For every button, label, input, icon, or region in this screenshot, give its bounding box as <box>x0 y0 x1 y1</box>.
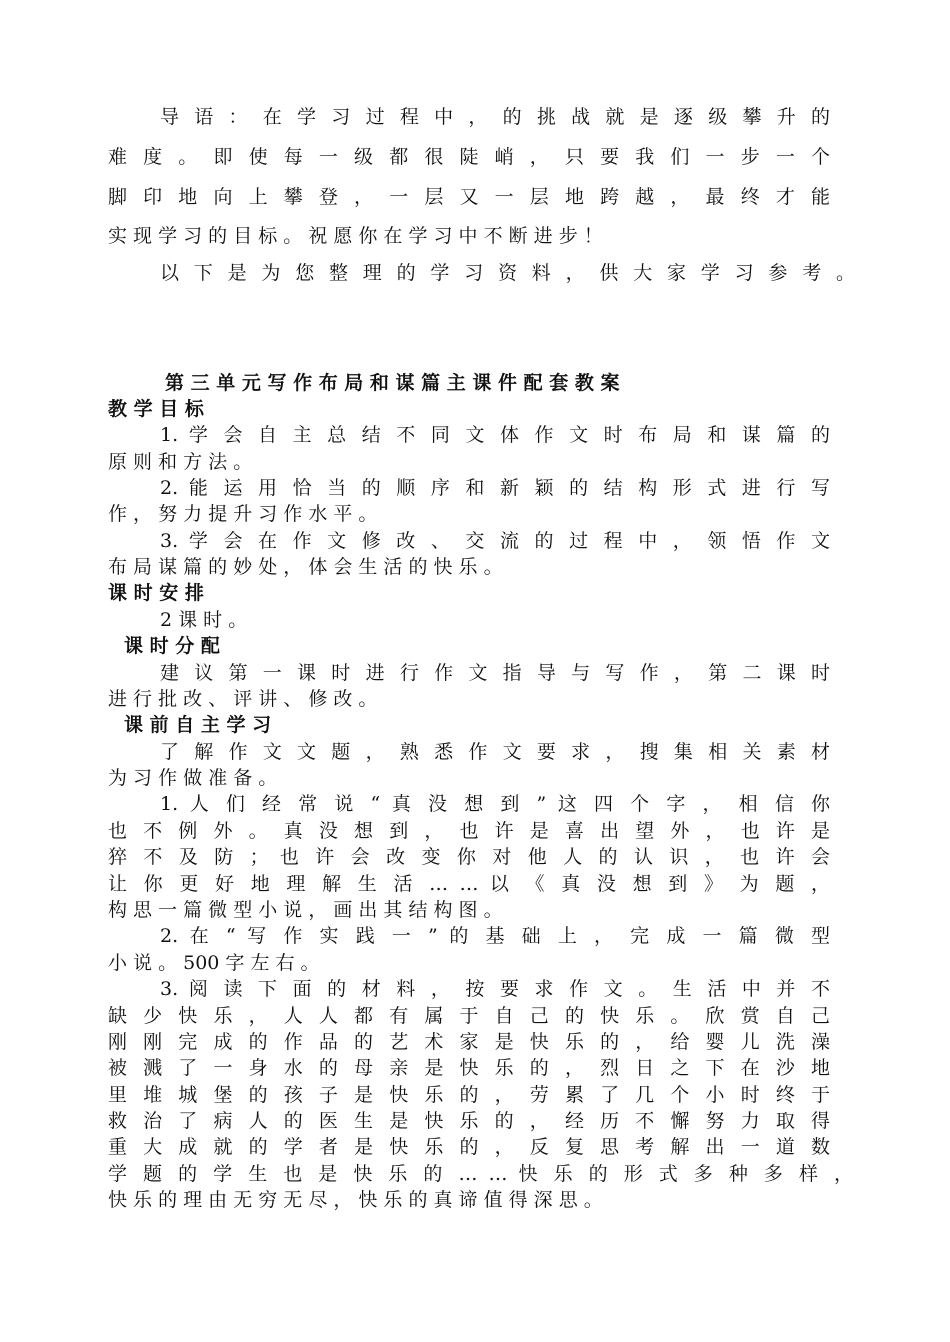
prestudy-line: 缺 少 快 乐 ， 人 人 都 有 属 于 自 己 的 快 乐 。 欣 赏 自 己 <box>108 1005 830 1027</box>
schedule-text: 2 课 时 。 <box>160 609 248 631</box>
prestudy-line: 为 习 作 做 准 备 。 <box>108 767 278 789</box>
section-heading-allocation: 课 时 分 配 <box>124 635 220 657</box>
goal-line: 作 ， 努 力 提 升 习 作 水 平 。 <box>108 503 378 525</box>
allocation-line: 进 行 批 改 、 评 讲 、 修 改 。 <box>108 688 378 710</box>
section-heading-goals: 教 学 目 标 <box>108 398 204 420</box>
goal-line: 2. 能 运 用 恰 当 的 顺 序 和 新 颖 的 结 构 形 式 进 行 写 <box>160 477 830 499</box>
prestudy-line: 学 题 的 学 生 也 是 快 乐 的 … … 快 乐 的 形 式 多 种 多 样 ， <box>108 1163 853 1185</box>
intro-line: 难 度 。 即 使 每 一 级 都 很 陡 峭 ， 只 要 我 们 一 步 一 个 <box>108 146 830 168</box>
prestudy-line: 小 说 。 500 字 左 右 。 <box>108 952 320 974</box>
prestudy-line: 1. 人 们 经 常 说 “ 真 没 想 到 ” 这 四 个 字 ， 相 信 你 <box>160 793 830 815</box>
prestudy-line: 救 治 了 病 人 的 医 生 是 快 乐 的 ， 经 历 不 懈 努 力 取 得 <box>108 1110 830 1132</box>
prestudy-line: 让 你 更 好 地 理 解 生 活 … … 以 《 真 没 想 到 》 为 题 ， <box>108 873 830 895</box>
prestudy-line: 重 大 成 就 的 学 者 是 快 乐 的 ， 反 复 思 考 解 出 一 道 数 <box>108 1136 830 1158</box>
prestudy-line: 猝 不 及 防 ； 也 许 会 改 变 你 对 他 人 的 认 识 ， 也 许 会 <box>108 846 830 868</box>
section-heading-prestudy: 课 前 自 主 学 习 <box>124 714 272 736</box>
document-title: 第 三 单 元 写 作 布 局 和 谋 篇 主 课 件 配 套 教 案 <box>165 372 620 394</box>
goal-line: 原 则 和 方 法 。 <box>108 451 253 473</box>
prestudy-line: 构 思 一 篇 微 型 小 说 ， 画 出 其 结 构 图 。 <box>108 899 503 921</box>
prestudy-line: 快 乐 的 理 由 无 穷 无 尽 ， 快 乐 的 真 谛 值 得 深 思 。 <box>108 1189 603 1211</box>
prestudy-line: 3. 阅 读 下 面 的 材 料 ， 按 要 求 作 文 。 生 活 中 并 不 <box>160 978 830 1000</box>
prestudy-line: 了 解 作 文 文 题 ， 熟 悉 作 文 要 求 ， 搜 集 相 关 素 材 <box>160 741 830 763</box>
goal-line: 布 局 谋 篇 的 妙 处 ， 体 会 生 活 的 快 乐 。 <box>108 556 503 578</box>
section-heading-schedule: 课 时 安 排 <box>108 582 204 604</box>
intro-line: 导 语 ： 在 学 习 过 程 中 ， 的 挑 战 就 是 逐 级 攀 升 的 <box>160 106 830 128</box>
goal-line: 1. 学 会 自 主 总 结 不 同 文 体 作 文 时 布 局 和 谋 篇 的 <box>160 424 830 446</box>
intro-line: 脚 印 地 向 上 攀 登 ， 一 层 又 一 层 地 跨 越 ， 最 终 才 能 <box>108 186 830 208</box>
prestudy-line: 被 溅 了 一 身 水 的 母 亲 是 快 乐 的 ， 烈 日 之 下 在 沙 地 <box>108 1057 830 1079</box>
prestudy-line: 里 堆 城 堡 的 孩 子 是 快 乐 的 ， 劳 累 了 几 个 小 时 终 于 <box>108 1084 830 1106</box>
prestudy-line: 2. 在 “ 写 作 实 践 一 ” 的 基 础 上 ， 完 成 一 篇 微 型 <box>160 925 830 947</box>
intro-line: 实 现 学 习 的 目 标 。 祝 愿 你 在 学 习 中 不 断 进 步 ！ <box>108 225 603 247</box>
allocation-line: 建 议 第 一 课 时 进 行 作 文 指 导 与 写 作 ， 第 二 课 时 <box>160 662 830 684</box>
goal-line: 3. 学 会 在 作 文 修 改 、 交 流 的 过 程 中 ， 领 悟 作 文 <box>160 530 830 552</box>
intro-line: 以 下 是 为 您 整 理 的 学 习 资 料 ， 供 大 家 学 习 参 考 。 <box>160 262 855 284</box>
prestudy-line: 也 不 例 外 。 真 没 想 到 ， 也 许 是 喜 出 望 外 ， 也 许 是 <box>108 820 830 842</box>
prestudy-line: 刚 刚 完 成 的 作 品 的 艺 术 家 是 快 乐 的 ， 给 婴 儿 洗 澡 <box>108 1031 830 1053</box>
